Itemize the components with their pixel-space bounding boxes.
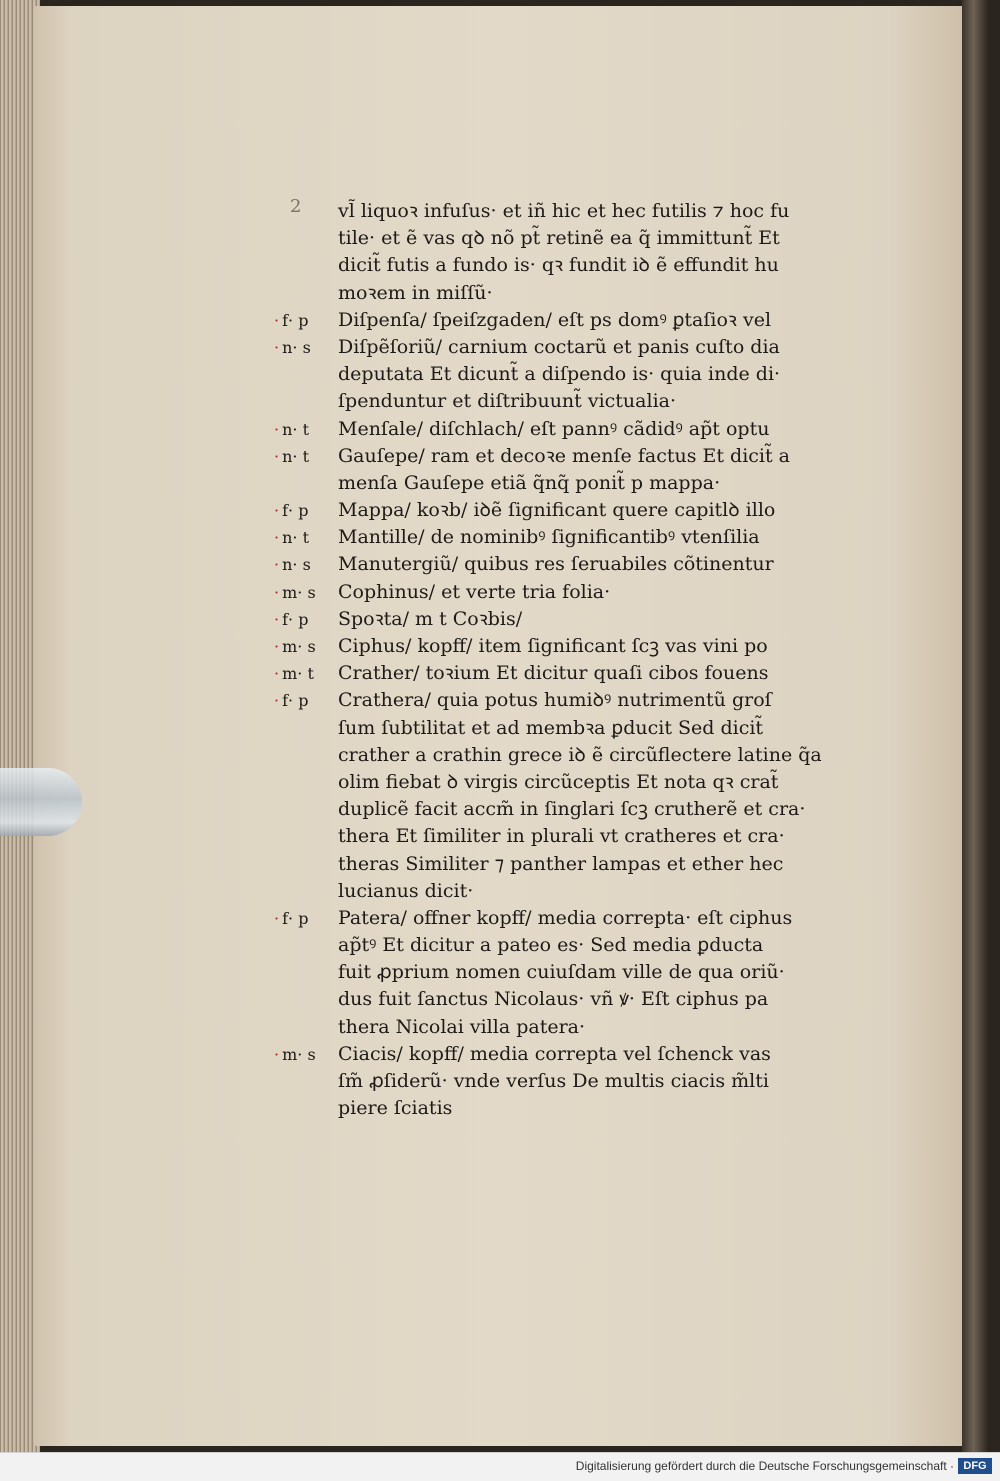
line-text: lucianus dicit· <box>338 879 474 902</box>
grammar-mark <box>274 551 338 578</box>
line-text: dicit̃ futis a fundo is· qꝛ fundit iꝺ ẽ effundit hu <box>338 254 779 277</box>
text-block <box>268 198 858 1122</box>
line-text: duplicẽ facit accm̃ in ſinglari ſcꝫ crutherẽ et cra· <box>338 798 806 821</box>
line-text: tile· et ẽ vas qꝺ nõ pt̃ retinẽ ea q̃ immittunt̃ Et <box>338 227 780 250</box>
grammar-mark <box>274 660 338 687</box>
line-text: Cophinus/ et verte tria folia· <box>338 580 611 603</box>
line-text: Manutergiũ/ quibus res ſeruabiles cõtinentur <box>338 553 774 576</box>
grammar-mark <box>274 416 338 443</box>
mark-text: f· p <box>282 501 309 521</box>
text-line <box>268 986 858 1013</box>
text-line <box>268 470 858 497</box>
mark-text: f· p <box>282 310 309 330</box>
line-text: moꝛem in miſſũ· <box>338 281 493 304</box>
mark-text: n· s <box>282 555 311 575</box>
grammar-mark <box>274 633 338 660</box>
text-line <box>268 633 858 660</box>
line-text: theras Similiter ⁊ panther lampas et ether hec <box>338 852 784 875</box>
line-text: Patera/ offner kopff/ media correpta· eſt ciphus <box>338 906 793 929</box>
line-text: ap̃tꝰ Et dicitur a pateo es· Sed media ꝑducta <box>338 934 764 957</box>
text-line <box>268 524 858 551</box>
text-line <box>268 334 858 361</box>
text-line <box>268 687 858 714</box>
rubric-dot: · <box>274 582 280 602</box>
line-text: fuit ꝓprium nomen cuiuſdam ville de qua oriũ· <box>338 961 785 984</box>
grammar-mark <box>274 687 338 714</box>
text-line <box>268 551 858 578</box>
grammar-mark <box>274 606 338 633</box>
text-line <box>268 361 858 388</box>
line-text: ſum ſubtilitat et ad membꝛa ꝑducit Sed dicit̃ <box>338 716 764 739</box>
line-text: olim fiebat ꝺ virgis circũceptis Et nota qꝛ crat̃ <box>338 770 779 793</box>
text-line <box>268 225 858 252</box>
line-text: dus fuit ſanctus Nicolaus· vñ ꝟ· Eſt ciphus pa <box>338 988 769 1011</box>
line-text: Ciacis/ kopff/ media correpta vel ſchenck vas <box>338 1042 771 1065</box>
grammar-mark <box>274 307 338 334</box>
mark-text: n· t <box>282 446 309 466</box>
mark-text: m· t <box>282 664 314 684</box>
text-line <box>268 905 858 932</box>
line-text: ſpenduntur et diſtribuunt̃ victualia· <box>338 390 677 413</box>
rubric-dot: · <box>274 609 280 629</box>
rubric-dot: · <box>274 528 280 548</box>
line-text: Mantille/ de nominibꝰ ſignificantibꝰ vtenſilia <box>338 526 760 549</box>
rubric-dot: · <box>274 691 280 711</box>
folio-mark: 2 <box>290 196 302 217</box>
text-line <box>268 416 858 443</box>
line-text: Mappa/ koꝛb/ iꝺẽ ſignificant quere capitlꝺ illo <box>338 499 776 522</box>
page-clip <box>0 768 82 836</box>
mark-text: f· p <box>282 609 309 629</box>
line-text: Crathera/ quia potus humiꝺꝰ nutrimentũ groſ <box>338 689 772 712</box>
text-line <box>268 1068 858 1095</box>
text-line <box>268 606 858 633</box>
line-text: Diſpẽſoriũ/ carnium coctarũ et panis cuſto dia <box>338 335 780 358</box>
mark-text: n· s <box>282 337 311 357</box>
line-text: Diſpenſa/ ſpeiſzgaden/ eſt ps domꝰ ꝑtaſioꝛ vel <box>338 308 772 331</box>
grammar-mark <box>274 905 338 932</box>
rubric-dot: · <box>274 1044 280 1064</box>
rubric-dot: · <box>274 908 280 928</box>
text-line <box>268 932 858 959</box>
line-text: thera Et ſimiliter in plurali vt cratheres et cra· <box>338 825 785 848</box>
text-line <box>268 769 858 796</box>
text-line <box>268 715 858 742</box>
text-line <box>268 443 858 470</box>
rubric-dot: · <box>274 446 280 466</box>
text-line <box>268 660 858 687</box>
line-text: Gauſepe/ ram et decoꝛe menſe factus Et dicit̃ a <box>338 444 791 467</box>
mark-text: f· p <box>282 908 309 928</box>
text-line <box>268 851 858 878</box>
line-text: crather a crathin grece iꝺ ẽ circũflectere latine q̃a <box>338 743 822 766</box>
rubric-dot: · <box>274 664 280 684</box>
line-text: Crather/ toꝛium Et dicitur quaſi cibos fouens <box>338 662 769 685</box>
text-line <box>268 307 858 334</box>
mark-text: m· s <box>282 1044 316 1064</box>
line-text: Spoꝛta/ m t Coꝛbis/ <box>338 607 523 630</box>
binding-edge <box>962 0 1000 1452</box>
mark-text: f· p <box>282 691 309 711</box>
grammar-mark <box>274 443 338 470</box>
dfg-logo: DFG <box>958 1458 992 1474</box>
text-line <box>268 1041 858 1068</box>
text-line <box>268 280 858 307</box>
mark-text: m· s <box>282 582 316 602</box>
text-line <box>268 252 858 279</box>
line-text: deputata Et dicunt̃ a diſpendo is· quia inde di· <box>338 363 781 386</box>
text-line <box>268 1014 858 1041</box>
rubric-dot: · <box>274 337 280 357</box>
rubric-dot: · <box>274 637 280 656</box>
line-text: Menſale/ diſchlach/ eſt pannꝰ cãdidꝰ ap̃t optu <box>338 417 770 440</box>
text-line <box>268 198 858 225</box>
text-line <box>268 823 858 850</box>
mark-text: n· t <box>282 419 309 439</box>
line-text: menſa Gauſepe etiã q̃nq̃ ponit̃ p mappa· <box>338 471 721 494</box>
grammar-mark <box>274 497 338 524</box>
line-text: piere ſciatis <box>338 1097 453 1120</box>
line-text: vl̃ liquoꝛ infuſus· et iñ hic et hec futilis ⁊ hoc fu <box>338 200 790 222</box>
line-text: thera Nicolai villa patera· <box>338 1015 586 1038</box>
rubric-dot: · <box>274 555 280 575</box>
grammar-mark <box>274 579 338 606</box>
mark-text: m· s <box>282 637 316 656</box>
text-line <box>268 878 858 905</box>
grammar-mark <box>274 524 338 551</box>
text-line <box>268 796 858 823</box>
grammar-mark <box>274 334 338 361</box>
text-line <box>268 742 858 769</box>
text-line <box>268 388 858 415</box>
line-text: Ciphus/ kopff/ item ſignificant ſcꝫ vas vini po <box>338 635 768 657</box>
rubric-dot: · <box>274 419 280 439</box>
grammar-mark <box>274 1041 338 1068</box>
footer-bar <box>0 1452 1000 1481</box>
text-line <box>268 497 858 524</box>
rubric-dot: · <box>274 501 280 521</box>
footer-credit: Digitalisierung gefördert durch die Deutsche Forschungsgemeinschaft · <box>575 1459 954 1473</box>
rubric-dot: · <box>274 310 280 330</box>
mark-text: n· t <box>282 528 309 548</box>
line-text: ſm̃ ꝓſiderũ· vnde verſus De multis ciacis m̃lti <box>338 1070 769 1092</box>
text-line <box>268 1095 858 1122</box>
text-line <box>268 959 858 986</box>
text-line <box>268 579 858 606</box>
